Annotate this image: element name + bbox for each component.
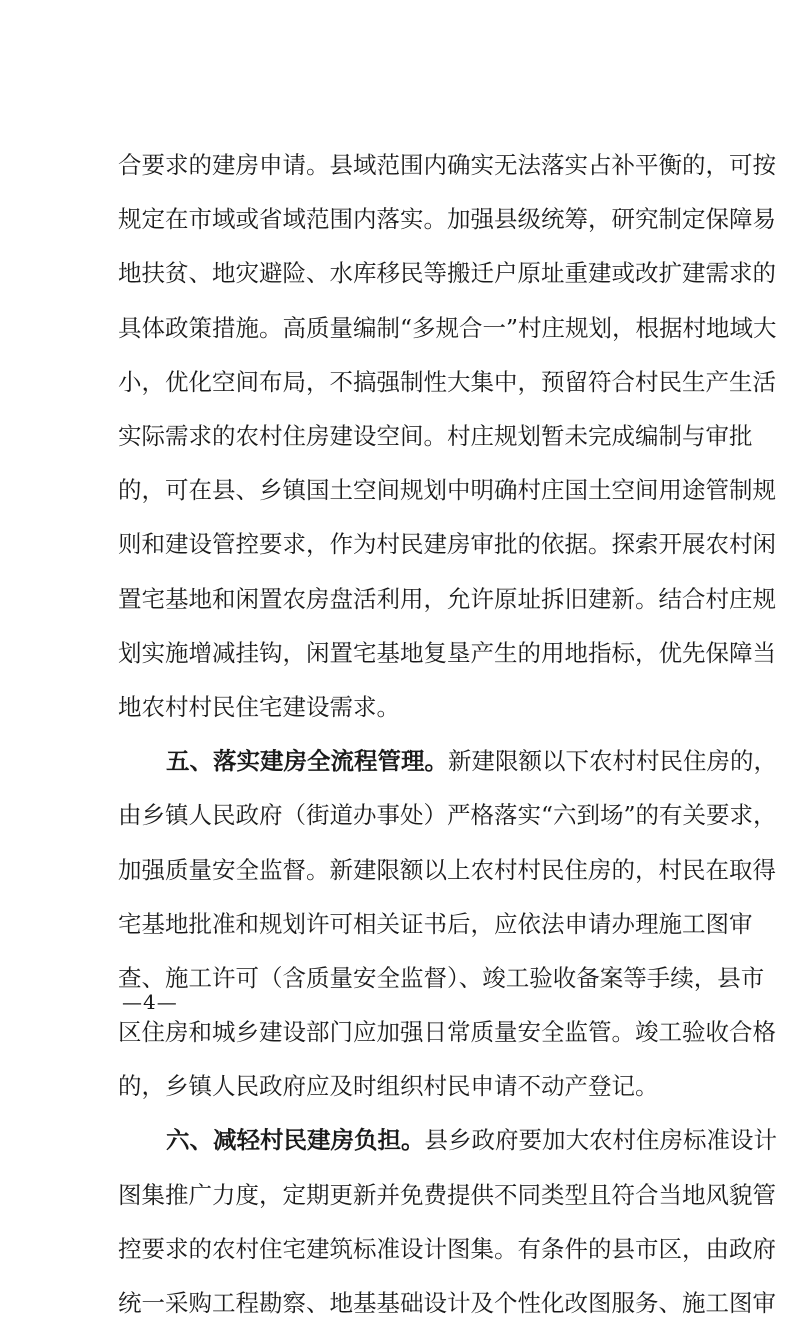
text-line: 规定在市域或省域范围内落实。加强县级统筹，研究制定保障易 bbox=[118, 205, 776, 234]
text-line: 地扶贫、地灾避险、水库移民等搬迁户原址重建或改扩建需求的 bbox=[118, 259, 776, 288]
text-line: 划实施增减挂钩，闲置宅基地复垦产生的用地指标，优先保障当 bbox=[118, 638, 776, 667]
text-line: 统一采购工程勘察、地基基础设计及个性化改图服务、施工图审 bbox=[118, 1289, 776, 1318]
section-six-heading: 六、减轻村民建房负担。 bbox=[166, 1126, 425, 1155]
section-six-first-line: 六、减轻村民建房负担。 县乡政府要加大农村住房标准设计 bbox=[118, 1111, 718, 1165]
text-line: 的，可在县、乡镇国土空间规划中明确村庄国土空间用途管制规 bbox=[118, 476, 776, 505]
text-line: 合要求的建房申请。县域范围内确实无法落实占补平衡的，可按 bbox=[118, 151, 776, 180]
text-line: 地农村村民住宅建设需求。 bbox=[118, 692, 400, 721]
text-line: 则和建设管控要求，作为村民建房审批的依据。探索开展农村闲 bbox=[118, 530, 776, 559]
text-line: 实际需求的农村住房建设空间。村庄规划暂未完成编制与审批 bbox=[118, 422, 753, 451]
text-line: 小，优化空间布局，不搞强制性大集中，预留符合村民生产生活 bbox=[118, 367, 776, 396]
text-line: 宅基地批准和规划许可相关证书后，应依法申请办理施工图审 bbox=[118, 909, 753, 938]
page-number: —4— bbox=[122, 990, 178, 1014]
text-line: 图集推广力度，定期更新并免费提供不同类型且符合当地风貌管 bbox=[118, 1180, 776, 1209]
body-text bbox=[118, 136, 777, 1328]
text-line: 由乡镇人民政府（街道办事处）严格落实“六到场”的有关要求， bbox=[118, 801, 777, 830]
text-line: 置宅基地和闲置农房盘活利用，允许原址拆旧建新。结合村庄规 bbox=[118, 584, 776, 613]
section-five-first-line: 五、落实建房全流程管理。 新建限额以下农村村民住房的， bbox=[118, 732, 718, 786]
text-line: 的，乡镇人民政府应及时组织村民申请不动产登记。 bbox=[118, 1072, 659, 1101]
text-line: 加强质量安全监督。新建限额以上农村村民住房的，村民在取得 bbox=[118, 855, 776, 884]
text-line: 具体政策措施。高质量编制“多规合一”村庄规划，根据村地域大 bbox=[118, 313, 777, 342]
text-line: 控要求的农村住宅建筑标准设计图集。有条件的县市区，由政府 bbox=[118, 1234, 776, 1263]
text-line: 区住房和城乡建设部门应加强日常质量安全监管。竣工验收合格 bbox=[118, 1018, 776, 1047]
section-five-heading: 五、落实建房全流程管理。 bbox=[166, 747, 448, 776]
text-line: 查、施工许可（含质量安全监督）、竣工验收备案等手续，县市 bbox=[118, 963, 765, 992]
